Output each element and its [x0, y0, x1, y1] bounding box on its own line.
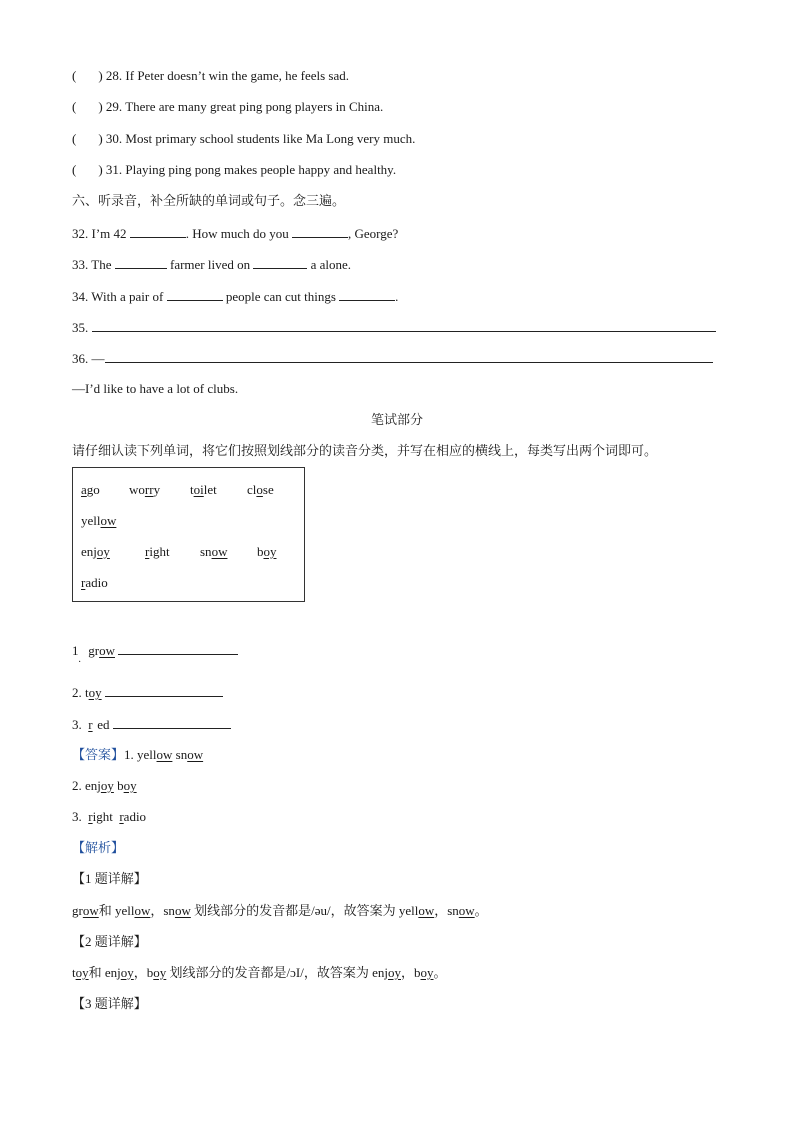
word-worry: worry: [129, 482, 161, 497]
word-boy: boy: [257, 544, 277, 559]
category-word: toy: [85, 685, 102, 700]
tf-paren[interactable]: (: [72, 131, 77, 146]
answer-blank[interactable]: [253, 256, 307, 269]
detail-1-text: grow和 yellow，snow 划线部分的发音都是/əu/，故答案为 yellow，snow。: [72, 903, 488, 918]
tf-paren[interactable]: (: [72, 68, 77, 83]
tf-text: ) 29. There are many great ping pong players in China.: [98, 99, 384, 114]
answer-line[interactable]: [92, 319, 716, 332]
tf-text: ) 30. Most primary school students like Ma Long very much.: [98, 131, 416, 146]
answer-blank[interactable]: [339, 288, 395, 301]
word-snow: snow: [200, 544, 228, 559]
question-33: 33. The farmer lived on a alone.: [72, 257, 352, 272]
instruction-text: 请仔细认读下列单词，将它们按照划线部分的读音分类，并写在相应的横线上，每类写出两个词即可。: [72, 443, 658, 458]
section6-title: 六、听录音，补全所缺的单词或句子。念三遍。: [72, 193, 346, 208]
tf-item-29: [72, 99, 383, 115]
answer-blank[interactable]: [115, 256, 167, 269]
question-32: 32. I’m 42 . How much do you , George?: [72, 226, 399, 241]
question-36: 36. —: [72, 350, 713, 367]
category-word: r ed: [88, 717, 110, 732]
answer-blank[interactable]: [130, 225, 186, 238]
answer-label: 【答案】: [72, 747, 125, 762]
detail-3-label: 【3 题详解】: [72, 996, 147, 1011]
word-toilet: toilet: [190, 482, 217, 497]
tf-text: ) 31. Playing ping pong makes people happy and healthy.: [98, 162, 397, 177]
word-box: [72, 467, 305, 602]
answer-line[interactable]: [105, 350, 713, 363]
question-35: 35.: [72, 319, 716, 336]
detail-1-label: 【1 题详解】: [72, 871, 147, 886]
question-34: 34. With a pair of people can cut things .: [72, 289, 399, 304]
analysis-label: 【解析】: [72, 840, 125, 855]
written-section-title: 笔试部分: [370, 412, 423, 427]
tf-item-30: [72, 131, 415, 147]
detail-2-label: 【2 题详解】: [72, 934, 147, 949]
category-1: 1 grow: [72, 642, 238, 659]
category-2: 2. toy: [72, 684, 223, 701]
category-word: grow: [88, 643, 115, 658]
stray-dot: ·: [78, 657, 82, 668]
answer-2: 2. enjoy boy: [72, 778, 137, 793]
tf-paren[interactable]: (: [72, 162, 77, 177]
detail-2-text: toy和 enjoy，boy 划线部分的发音都是/ɔI/，故答案为 enjoy，boy。: [72, 965, 447, 980]
answer-blank[interactable]: [292, 225, 348, 238]
word-close: close: [247, 482, 274, 497]
answer-blank[interactable]: [113, 716, 231, 729]
word-enjoy: enjoy: [81, 544, 110, 559]
answer-1: 【答案】1. yellow snow: [72, 747, 204, 762]
word-radio: radio: [81, 575, 108, 590]
answer-blank[interactable]: [105, 684, 223, 697]
answer-3: 3. right radio: [72, 809, 147, 824]
tf-item-28: [72, 68, 349, 84]
category-3: 3. r ed: [72, 716, 231, 733]
word-right: right: [145, 544, 170, 559]
answer-blank[interactable]: [167, 288, 223, 301]
tf-paren[interactable]: (: [72, 99, 77, 114]
tf-item-31: [72, 162, 396, 178]
tf-text: ) 28. If Peter doesn’t win the game, he feels sad.: [98, 68, 349, 83]
word-yellow: yellow: [81, 513, 117, 528]
word-ago: ago: [81, 482, 100, 497]
answer-blank[interactable]: [118, 642, 238, 655]
question-36-response: —I’d like to have a lot of clubs.: [72, 381, 239, 396]
